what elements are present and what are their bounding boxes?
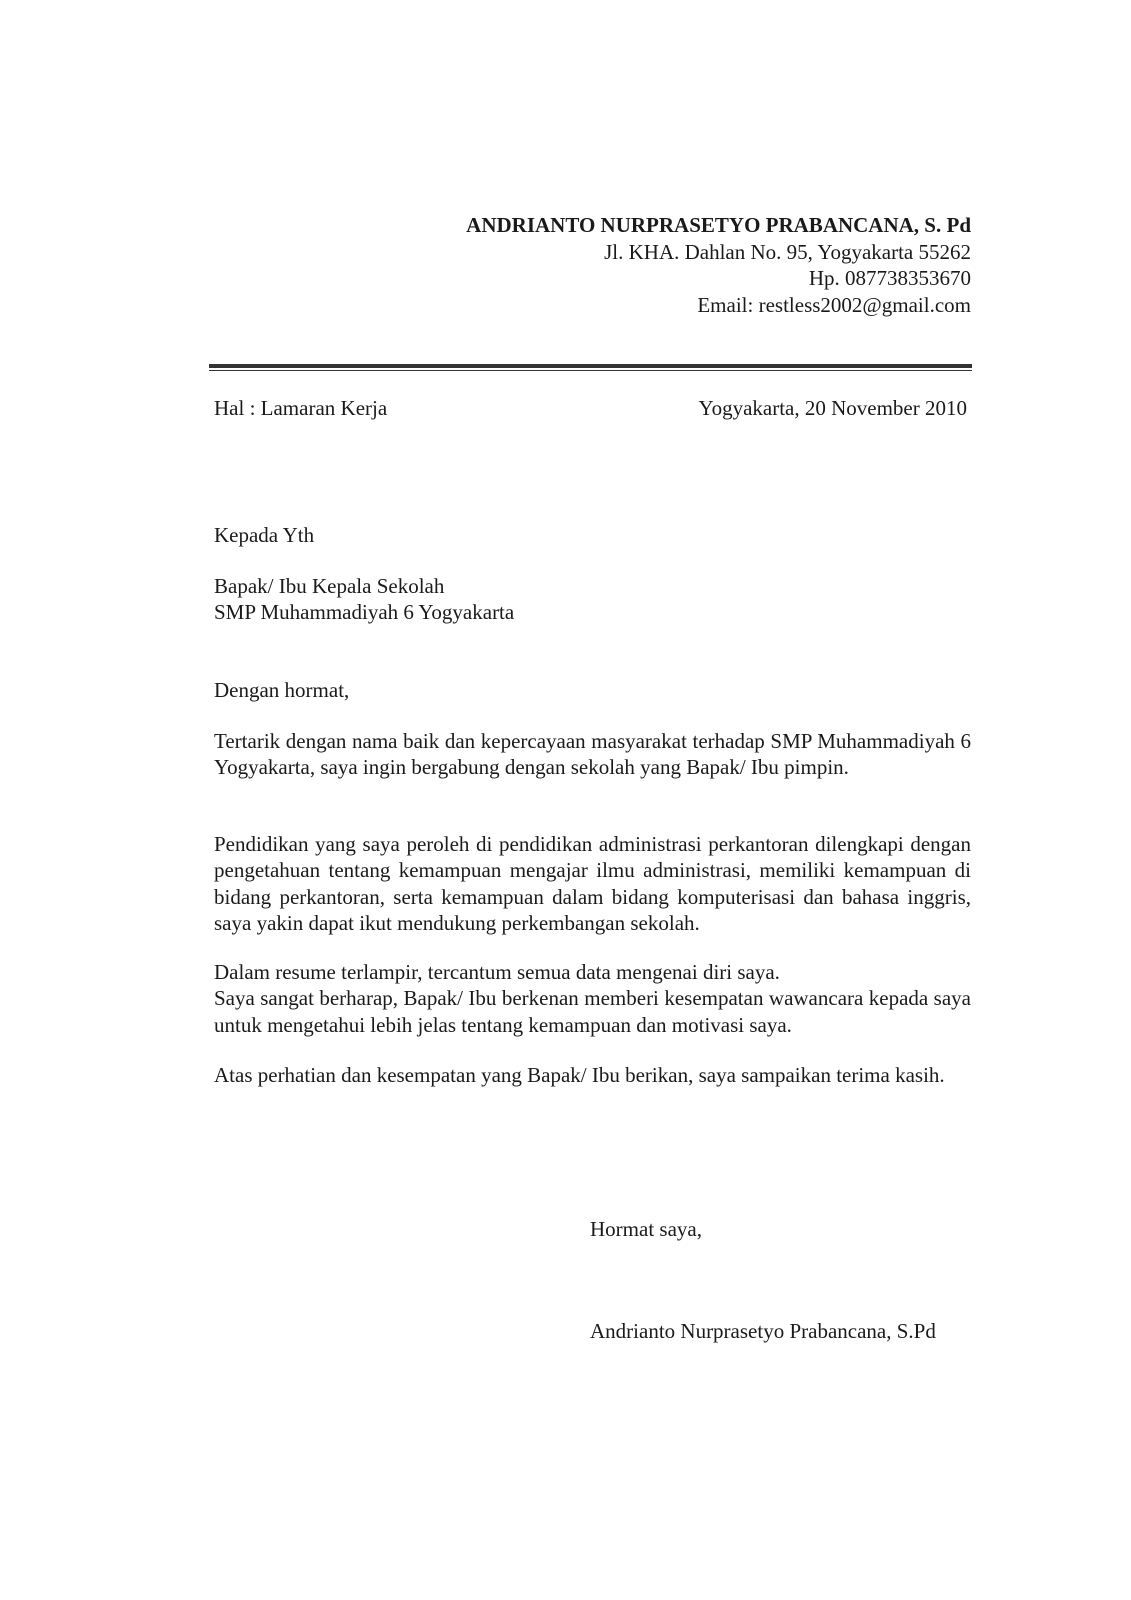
recipient-line-1: Bapak/ Ibu Kepala Sekolah: [214, 574, 445, 598]
subject-line: Hal : Lamaran Kerja: [214, 396, 388, 420]
divider-thin-line: [209, 370, 972, 371]
paragraph-2-block: [214, 831, 971, 936]
letterhead-divider: [209, 364, 972, 371]
salutation-block: [214, 677, 971, 703]
signatory-name: Andrianto Nurprasetyo Prabancana, S.Pd: [590, 1319, 936, 1343]
salutation: Dengan hormat,: [214, 678, 350, 702]
paragraph-3b: Saya sangat berharap, Bapak/ Ibu berkenan memberi kesempatan wawancara kepada saya untuk mengetahui lebih jelas tentang kemampuan dan motivasi saya.: [214, 986, 971, 1037]
recipient-greeting: [214, 522, 971, 548]
paragraph-4-block: [214, 1062, 971, 1088]
paragraph-3-block: [214, 959, 971, 1038]
divider-thick-line: [209, 364, 972, 368]
letterhead: [466, 212, 971, 318]
sender-phone: Hp. 087738353670: [808, 266, 971, 290]
paragraph-2: Pendidikan yang saya peroleh di pendidikan administrasi perkantoran dilengkapi dengan pengetahuan tentang kemampuan mengajar ilmu administrasi, memiliki kemampuan di bidang perkantoran, serta kemampuan dalam bidang komputerisasi dan bahasa inggris, saya yakin dapat ikut mendukung perkembangan sekolah.: [214, 832, 971, 935]
letter-date: Yogyakarta, 20 November 2010: [698, 396, 967, 420]
recipient-block: [214, 573, 971, 626]
closing-phrase: Hormat saya,: [590, 1217, 702, 1241]
paragraph-3a: Dalam resume terlampir, tercantum semua data mengenai diri saya.: [214, 960, 780, 984]
sender-address: Jl. KHA. Dahlan No. 95, Yogyakarta 55262: [604, 239, 971, 264]
recipient-line-2: SMP Muhammadiyah 6 Yogyakarta: [214, 600, 515, 625]
paragraph-1: Tertarik dengan nama baik dan kepercayaan masyarakat terhadap SMP Muhammadiyah 6 Yogyakarta, saya ingin bergabung dengan sekolah yang Bapak/ Ibu pimpin.: [214, 729, 971, 780]
recipient-to: Kepada Yth: [214, 523, 315, 547]
sender-name: ANDRIANTO NURPRASETYO PRABANCANA, S. Pd: [466, 213, 971, 237]
sender-email: Email: restless2002@gmail.com: [697, 292, 971, 317]
paragraph-4: Atas perhatian dan kesempatan yang Bapak/ Ibu berikan, saya sampaikan terima kasih.: [214, 1063, 945, 1087]
paragraph-1-block: [214, 728, 971, 781]
